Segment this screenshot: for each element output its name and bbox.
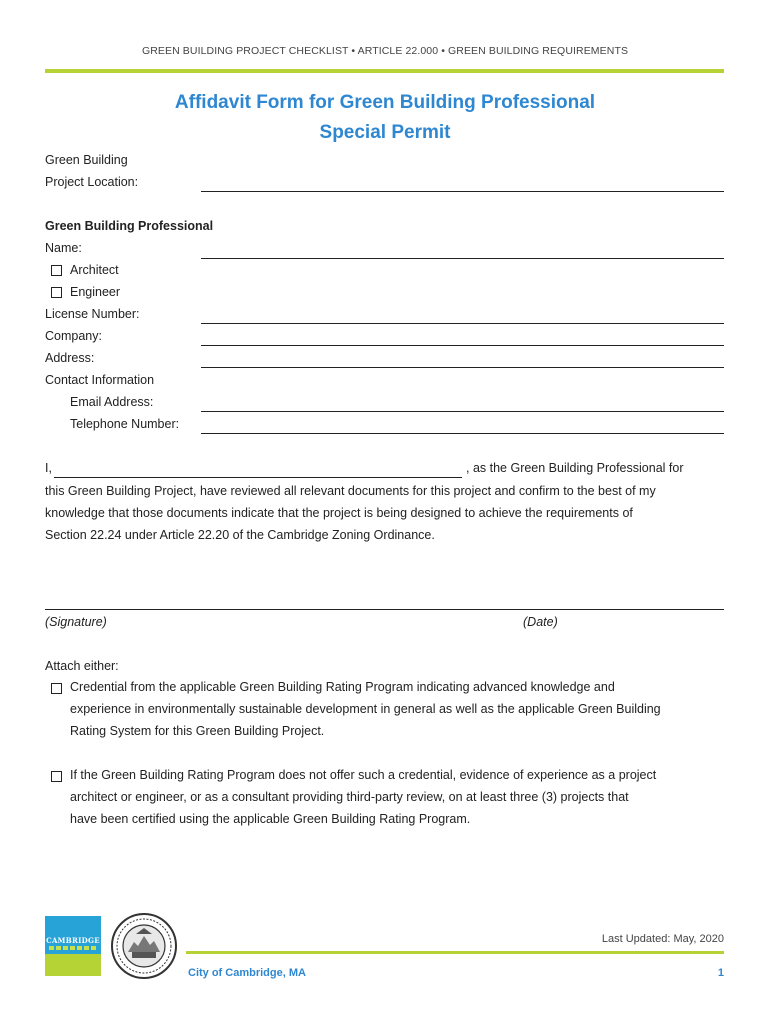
professional-name-field[interactable] — [54, 477, 462, 478]
attach-heading: Attach either: — [45, 659, 119, 673]
title-line-2: Special Permit — [319, 122, 451, 143]
option-line: Credential from the applicable Green Building Rating Program indicating advanced knowledge and — [70, 680, 615, 694]
statement-line: knowledge that those documents indicate that the project is being designed to achieve the requirements of — [45, 506, 633, 520]
location-label-1: Green Building — [45, 153, 128, 167]
experience-checkbox[interactable] — [51, 771, 62, 782]
license-field[interactable] — [201, 323, 724, 324]
option-line: experience in environmentally sustainable development in general as well as the applicable Green Building — [70, 702, 661, 716]
page-number: 1 — [717, 967, 724, 979]
header-rule — [45, 69, 724, 73]
running-head: GREEN BUILDING PROJECT CHECKLIST • ARTICLE 22.000 • GREEN BUILDING REQUIREMENTS — [141, 45, 629, 57]
option-line: If the Green Building Rating Program does not offer such a credential, evidence of experience as a project — [70, 768, 657, 782]
email-field[interactable] — [201, 411, 724, 412]
page-title — [0, 88, 770, 148]
statement-line: this Green Building Project, have reviewed all relevant documents for this project and confirm to the best of my — [45, 484, 656, 498]
section-heading: Green Building Professional — [45, 219, 214, 233]
cambridge-logo — [45, 916, 101, 976]
name-label: Name: — [45, 241, 82, 255]
last-updated: Last Updated: May, 2020 — [601, 933, 724, 945]
phone-label: Telephone Number: — [70, 417, 180, 431]
option-line: architect or engineer, or as a consultant providing third-party review, on at least three (3) projects that — [70, 790, 629, 804]
logo-text: CAMBRIDGE — [46, 936, 100, 945]
option-line: Rating System for this Green Building Project. — [70, 724, 325, 738]
company-field[interactable] — [201, 345, 724, 346]
date-label: (Date) — [523, 615, 558, 629]
location-label-2: Project Location: — [45, 175, 139, 189]
logo-stripe — [49, 946, 97, 950]
engineer-label: Engineer — [70, 285, 121, 299]
statement-line: Section 22.24 under Article 22.20 of the Cambridge Zoning Ordinance. — [45, 528, 435, 542]
phone-field[interactable] — [201, 433, 724, 434]
credential-checkbox[interactable] — [51, 683, 62, 694]
signature-label: (Signature) — [45, 615, 107, 629]
project-location-field[interactable] — [201, 191, 724, 192]
statement-suffix: , as the Green Building Professional for — [466, 461, 684, 475]
logo-green-band — [45, 954, 101, 976]
statement-body — [45, 480, 735, 546]
option-line: have been certified using the applicable Green Building Rating Program. — [70, 812, 471, 826]
architect-label: Architect — [70, 263, 119, 277]
architect-checkbox[interactable] — [51, 265, 62, 276]
engineer-checkbox[interactable] — [51, 287, 62, 298]
credential-option — [70, 676, 740, 742]
city-seal-icon — [110, 912, 178, 980]
footer-rule — [186, 951, 724, 954]
company-label: Company: — [45, 329, 102, 343]
statement-prefix: I, — [45, 461, 52, 475]
experience-option — [70, 764, 740, 830]
name-field[interactable] — [201, 258, 724, 259]
email-label: Email Address: — [70, 395, 154, 409]
address-label: Address: — [45, 351, 95, 365]
signature-line[interactable] — [45, 609, 724, 610]
title-line-1: Affidavit Form for Green Building Professional — [174, 92, 596, 113]
license-label: License Number: — [45, 307, 140, 321]
city-link[interactable]: City of Cambridge, MA — [188, 967, 306, 979]
address-field[interactable] — [201, 367, 724, 368]
contact-label: Contact Information — [45, 373, 155, 387]
